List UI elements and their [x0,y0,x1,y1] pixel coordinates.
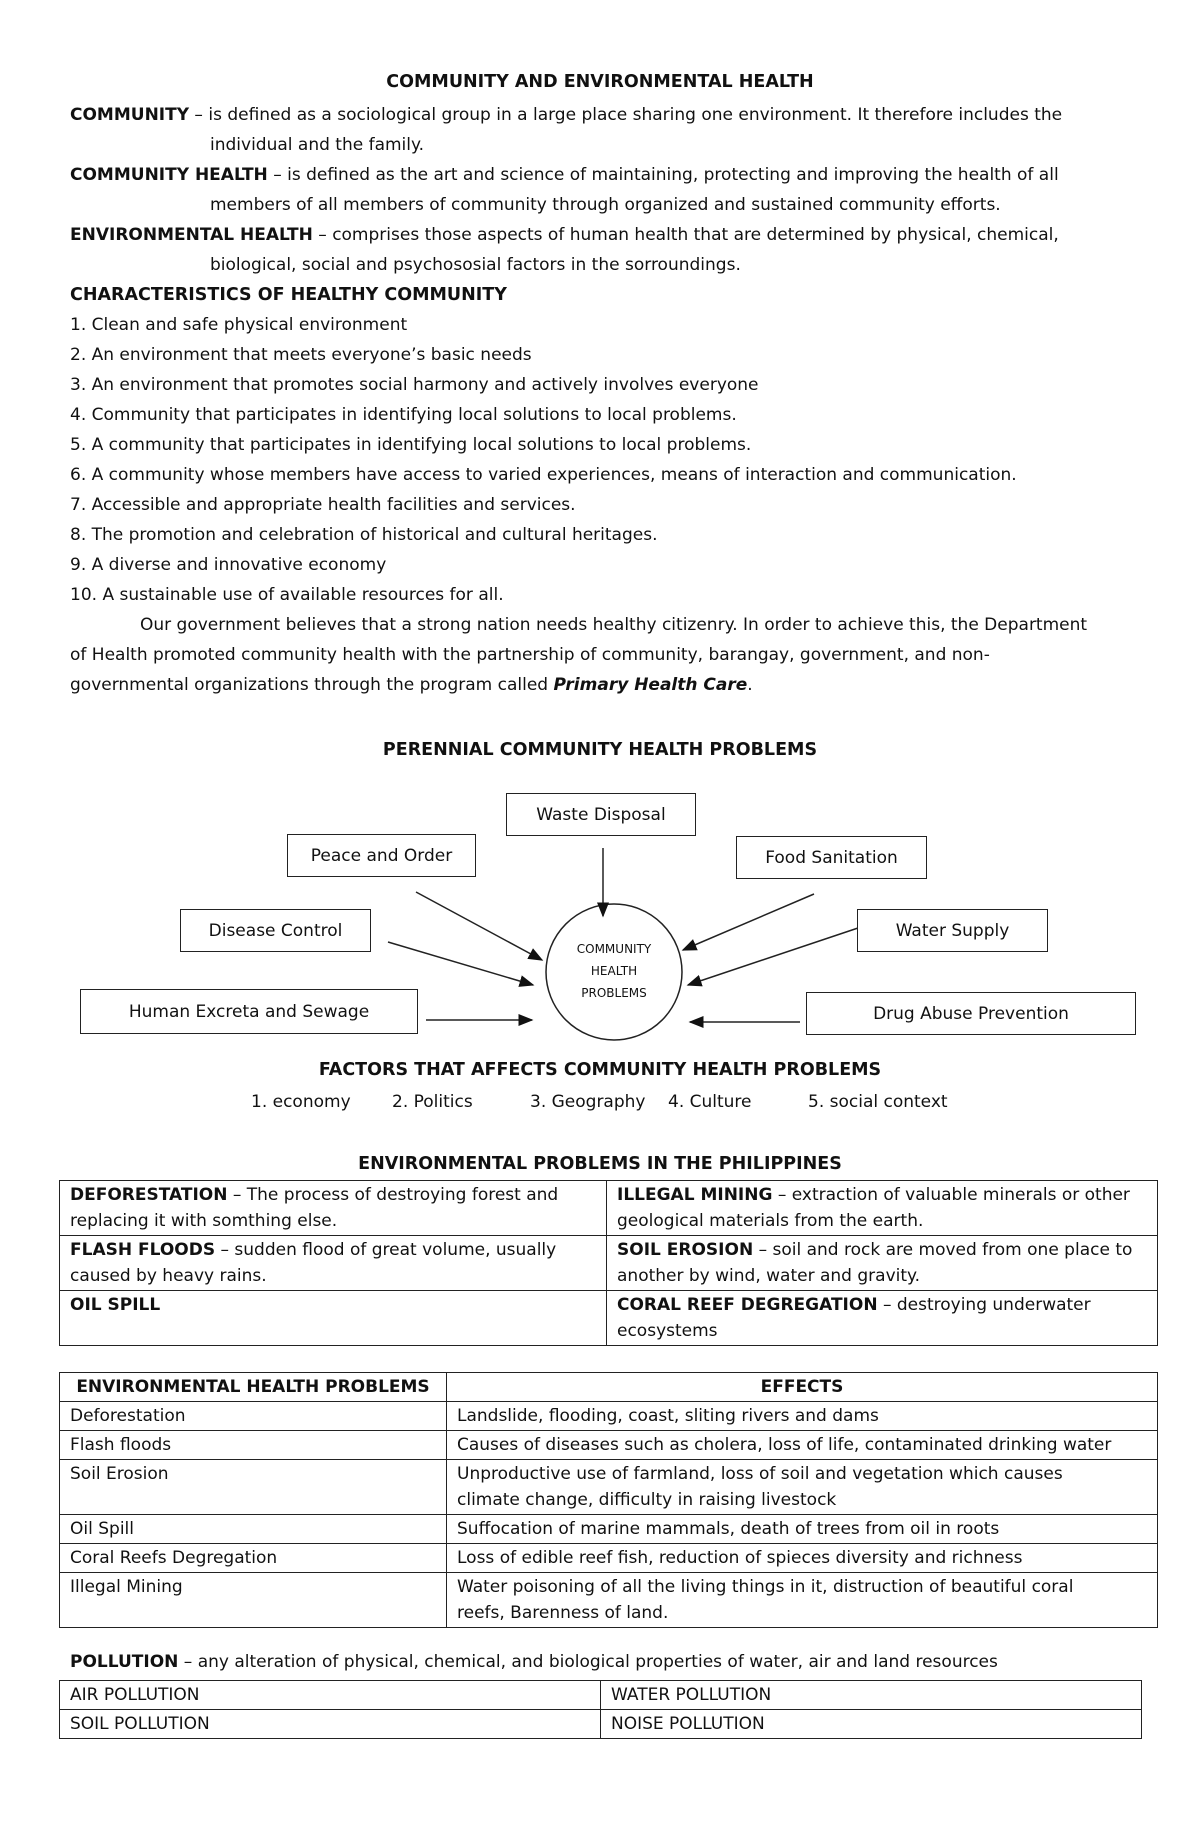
definition-term: COMMUNITY HEALTH [70,165,268,185]
definition-separator: – [312,225,333,245]
definition-term: ENVIRONMENTAL HEALTH [70,225,313,245]
paragraph-end: . [747,675,753,695]
page-title: COMMUNITY AND ENVIRONMENTAL HEALTH [386,72,814,92]
effect-text: Water poisoning of all the living things in it, distruction of beautiful coral [457,1577,1074,1597]
table-cell [607,1181,1158,1236]
table-row [60,1573,1158,1628]
factor-item: 4. Culture [668,1092,752,1112]
list-item: 5. A community that participates in identifying local solutions to local problems. [70,435,752,455]
problem-desc: ecosystems [617,1321,718,1341]
factor-item: 3. Geography [530,1092,646,1112]
paragraph-line [70,670,1150,700]
list-item: 9. A diverse and innovative economy [70,555,387,575]
effect-cell [447,1431,1158,1460]
pollution-cell: SOIL POLLUTION [60,1710,601,1739]
problem-desc: replacing it with somthing else. [70,1211,338,1231]
definition-term: COMMUNITY [70,105,190,125]
pollution-cell: WATER POLLUTION [601,1681,1142,1710]
table-row [60,1431,1158,1460]
definition-text: is defined as a sociological group in a large place sharing one environment. It therefore includes the [208,105,1063,125]
list-item: 7. Accessible and appropriate health facilities and services. [70,495,576,515]
list-item: 1. Clean and safe physical environment [70,315,408,335]
diagram-heading: PERENNIAL COMMUNITY HEALTH PROBLEMS [382,740,818,760]
problem-desc: another by wind, water and gravity. [617,1266,921,1286]
box-food-sanitation: Food Sanitation [736,836,927,879]
table-header-row [60,1373,1158,1402]
problem-term: FLASH FLOODS [70,1240,216,1260]
table-cell [607,1291,1158,1346]
center-label-line: COMMUNITY [576,942,652,956]
list-item: 6. A community whose members have access to varied experiences, means of interaction and communication. [70,465,1017,485]
definition-continuation: members of all members of community through organized and sustained community efforts. [210,195,1001,215]
env-problems-table [59,1180,1158,1346]
problem-desc: The process of destroying forest and [246,1185,559,1205]
arrow-food [683,894,814,950]
effect-text: climate change, difficulty in raising livestock [457,1490,837,1510]
factors-heading: FACTORS THAT AFFECTS COMMUNITY HEALTH PROBLEMS [318,1060,882,1080]
effect-text: Loss of edible reef fish, reduction of spieces diversity and richness [457,1548,1023,1568]
box-disease-control: Disease Control [180,909,371,952]
definition-text: comprises those aspects of human health that are determined by physical, chemical, [332,225,1059,245]
table-row [60,1710,1142,1739]
table-cell [60,1291,607,1346]
arrow-disease [388,942,533,985]
column-header: EFFECTS [447,1373,1158,1402]
definition-environmental-health [70,220,1150,250]
problem-desc: extraction of valuable minerals or other [791,1185,1130,1205]
problem-separator: – [772,1185,792,1205]
problem-cell: Illegal Mining [60,1573,447,1628]
table-cell [607,1236,1158,1291]
list-item: 3. An environment that promotes social harmony and actively involves everyone [70,375,759,395]
center-label-line: HEALTH [590,964,638,978]
pollution-cell: NOISE POLLUTION [601,1710,1142,1739]
primary-health-care-emphasis: Primary Health Care [553,675,748,695]
table-row [60,1460,1158,1515]
pollution-table [59,1680,1142,1739]
effect-cell [447,1460,1158,1515]
definition-continuation: individual and the family. [210,135,425,155]
problem-desc: geological materials from the earth. [617,1211,924,1231]
problem-cell: Soil Erosion [60,1460,447,1515]
problem-term: DEFORESTATION [70,1185,228,1205]
box-peace-and-order: Peace and Order [287,834,476,877]
table-row [60,1181,1158,1236]
pollution-desc: any alteration of physical, chemical, and biological properties of water, air and land resources [197,1652,998,1672]
definition-continuation: biological, social and psychososial factors in the sorroundings. [210,255,741,275]
problem-separator: – [877,1295,897,1315]
center-label [546,938,682,1004]
effects-table [59,1372,1158,1628]
effect-text: Landslide, flooding, coast, sliting rivers and dams [457,1406,879,1426]
list-item: 8. The promotion and celebration of historical and cultural heritages. [70,525,658,545]
problem-cell: Coral Reefs Degregation [60,1544,447,1573]
pollution-term: POLLUTION [70,1652,179,1672]
problem-separator: – [227,1185,247,1205]
table-cell [60,1236,607,1291]
pollution-definition [70,1652,998,1672]
characteristics-heading: CHARACTERISTICS OF HEALTHY COMMUNITY [70,285,507,305]
column-header: ENVIRONMENTAL HEALTH PROBLEMS [60,1373,447,1402]
health-problems-diagram [0,780,1200,1060]
problem-cell: Deforestation [60,1402,447,1431]
table-row [60,1291,1158,1346]
paragraph-line: Our government believes that a strong nation needs healthy citizenry. In order to achieve this, the Department [140,615,1088,635]
definitions [70,100,1150,700]
list-item: 10. A sustainable use of available resources for all. [70,585,504,605]
definition-community [70,100,1150,130]
center-label-line: PROBLEMS [581,986,647,1000]
table-row [60,1236,1158,1291]
problem-term: OIL SPILL [70,1295,161,1315]
problem-desc: caused by heavy rains. [70,1266,267,1286]
effect-cell [447,1544,1158,1573]
table-row [60,1681,1142,1710]
table-row [60,1515,1158,1544]
problem-separator: – [215,1240,235,1260]
env-problems-heading: ENVIRONMENTAL PROBLEMS IN THE PHILIPPINES [358,1154,842,1174]
definition-separator: – [267,165,288,185]
problem-cell: Oil Spill [60,1515,447,1544]
pollution-cell: AIR POLLUTION [60,1681,601,1710]
problem-term: SOIL EROSION [617,1240,754,1260]
box-human-excreta: Human Excreta and Sewage [80,989,418,1034]
table-row [60,1544,1158,1573]
problem-cell: Flash floods [60,1431,447,1460]
paragraph-line: of Health promoted community health with the partnership of community, barangay, government, and non- [70,645,990,665]
definition-community-health [70,160,1150,190]
box-water-supply: Water Supply [857,909,1048,952]
problem-desc: destroying underwater [896,1295,1091,1315]
effect-cell [447,1402,1158,1431]
box-waste-disposal: Waste Disposal [506,793,696,836]
list-item: 2. An environment that meets everyone’s basic needs [70,345,532,365]
box-drug-abuse: Drug Abuse Prevention [806,992,1136,1035]
definition-text: is defined as the art and science of maintaining, protecting and improving the health of all [287,165,1059,185]
pollution-separator: – [178,1652,198,1672]
paragraph-text: governmental organizations through the program called [70,675,554,695]
factor-item: 5. social context [808,1092,948,1112]
effect-text: Suffocation of marine mammals, death of trees from oil in roots [457,1519,1000,1539]
problem-separator: – [753,1240,773,1260]
effect-text: Unproductive use of farmland, loss of soil and vegetation which causes [457,1464,1063,1484]
effect-text: reefs, Barenness of land. [457,1603,669,1623]
factor-item: 2. Politics [392,1092,473,1112]
effect-cell [447,1573,1158,1628]
problem-term: CORAL REEF DEGREGATION [617,1295,878,1315]
problem-term: ILLEGAL MINING [617,1185,773,1205]
arrow-peace [416,892,542,960]
effect-text: Causes of diseases such as cholera, loss of life, contaminated drinking water [457,1435,1112,1455]
factor-item: 1. economy [251,1092,351,1112]
problem-desc: sudden flood of great volume, usually [234,1240,557,1260]
table-cell [60,1181,607,1236]
table-row [60,1402,1158,1431]
problem-desc: soil and rock are moved from one place to [772,1240,1133,1260]
definition-separator: – [189,105,209,125]
list-item: 4. Community that participates in identifying local solutions to local problems. [70,405,737,425]
effect-cell [447,1515,1158,1544]
